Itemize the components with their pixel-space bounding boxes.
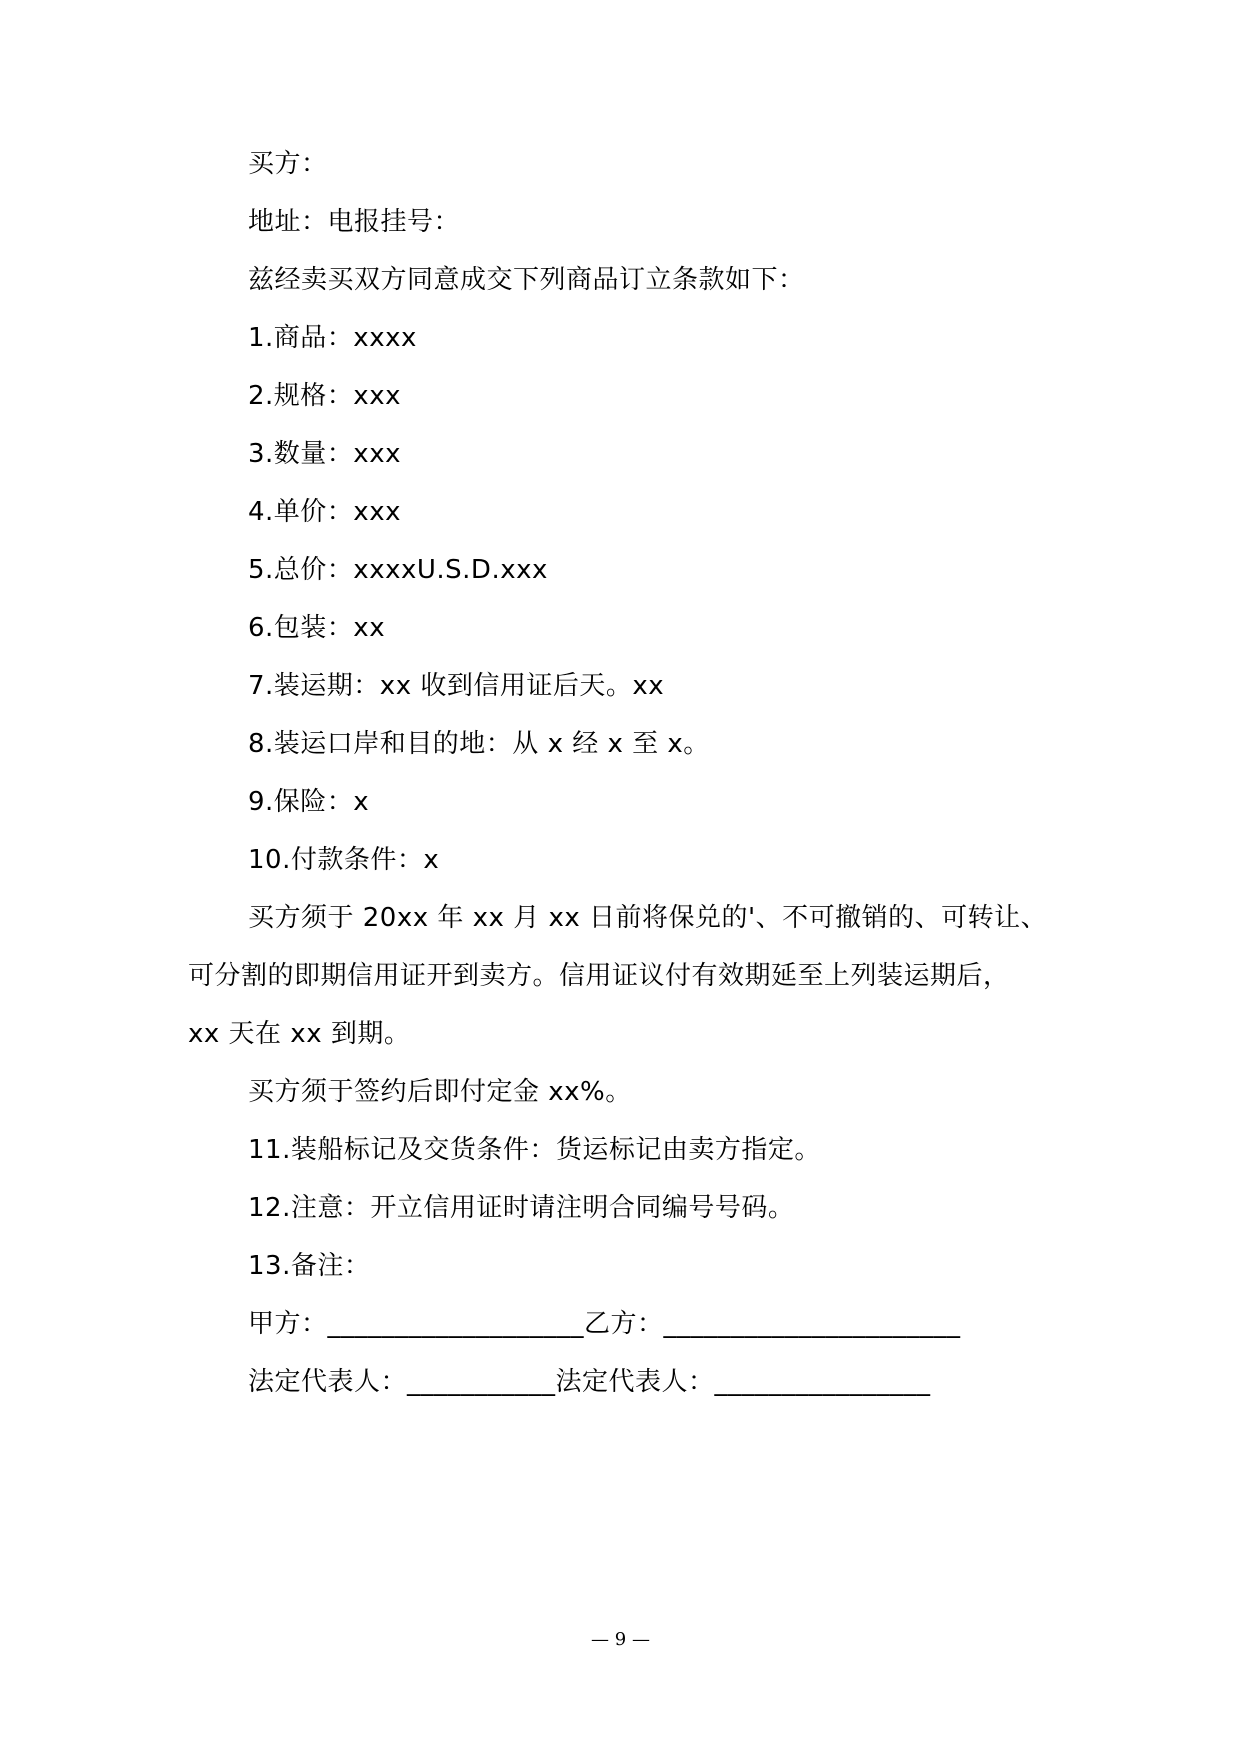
clause-8-ports: 8.装运口岸和目的地：从 x 经 x 至 x。 — [248, 729, 710, 759]
payment-paragraph-line-2: 可分割的即期信用证开到卖方。信用证议付有效期延至上列装运期后， — [188, 961, 1010, 991]
clause-12-note: 12.注意：开立信用证时请注明合同编号号码。 — [248, 1193, 795, 1223]
deposit-line: 买方须于签约后即付定金 xx%。 — [248, 1077, 632, 1107]
clause-11-marks: 11.装船标记及交货条件：货运标记由卖方指定。 — [248, 1135, 821, 1165]
clause-1-goods: 1.商品：xxxx — [248, 323, 417, 353]
clause-6-packing: 6.包装：xx — [248, 613, 386, 643]
clause-7-shipment: 7.装运期：xx 收到信用证后天。xx — [248, 671, 665, 701]
payment-paragraph-line-1: 买方须于 20xx 年 xx 月 xx 日前将保兑的'、不可撤销的、可转让、 — [248, 903, 1048, 933]
clause-3-quantity: 3.数量：xxx — [248, 439, 401, 469]
clause-13-remarks: 13.备注： — [248, 1251, 371, 1281]
clause-10-payment: 10.付款条件：x — [248, 845, 440, 875]
party-signature-line: 甲方：___________________乙方：______________________ — [248, 1309, 961, 1339]
clause-2-spec: 2.规格：xxx — [248, 381, 401, 411]
terms-intro: 兹经卖买双方同意成交下列商品订立条款如下： — [248, 265, 805, 295]
address-line: 地址：电报挂号： — [248, 207, 461, 237]
legal-rep-signature-line: 法定代表人：___________法定代表人：________________ — [248, 1367, 931, 1397]
clause-9-insurance: 9.保险：x — [248, 787, 370, 817]
clause-4-unit-price: 4.单价：xxx — [248, 497, 401, 527]
payment-paragraph-line-3: xx 天在 xx 到期。 — [188, 1019, 411, 1049]
buyer-line: 买方： — [248, 149, 328, 179]
clause-5-total-price: 5.总价：xxxxU.S.D.xxx — [248, 555, 548, 585]
page-number: — 9 — — [591, 1629, 650, 1650]
